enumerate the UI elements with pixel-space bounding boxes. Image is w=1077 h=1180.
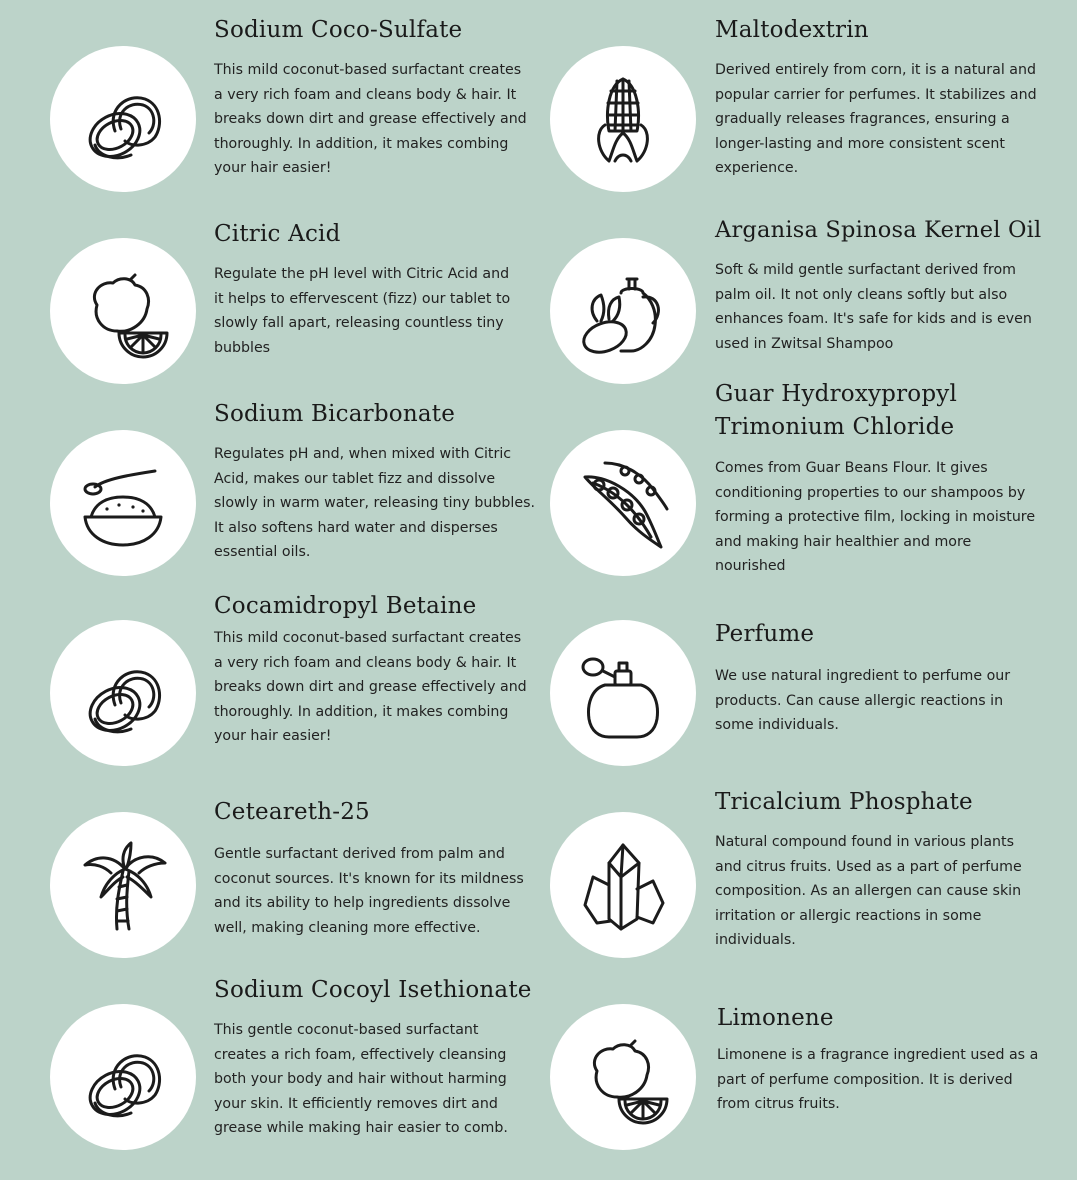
corn-icon [575, 71, 671, 167]
ingredient-description: This gentle coconut-based surfactant creates a rich foam, effectively cleansing both your body and hair without harming your skin. It efficiently removes dirt and grease while making hair easier to comb. [214, 1022, 508, 1137]
ingredient-description: Soft & mild gentle surfactant derived from palm oil. It not only cleans softly but also enhances foam. It's safe for kids and is even used in Zwitsal Shampoo [715, 262, 1032, 352]
ingredient-description: We use natural ingredient to perfume our products. Can cause allergic reactions in some individuals. [715, 668, 1011, 734]
coconut-icon [75, 1029, 171, 1125]
ingredient-title: Ceteareth-25 [214, 799, 370, 825]
ingredient-description: Regulate the pH level with Citric Acid and it helps to effervescent (fizz) our tablet to slowly fall apart, releasing countless tiny bubbles [214, 266, 511, 356]
coconut-icon [75, 71, 171, 167]
ingredient-description: Derived entirely from corn, it is a natural and popular carrier for perfumes. It stabilizes and gradually releases fragrances, ensuring a longer-lasting and more consistent scent experience. [715, 62, 1037, 177]
ingredient-description: Gentle surfactant derived from palm and coconut sources. It's known for its mildness and its ability to help ingredients dissolve well, making cleaning more effective. [214, 846, 524, 936]
perfume-bottle-icon [575, 645, 671, 741]
ingredient-description: Comes from Guar Beans Flour. It gives conditioning properties to our shampoos by forming a protective film, locking in moisture and making hair healthier and more nourished [715, 460, 1036, 575]
ingredient-title: Sodium Coco-Sulfate [214, 17, 463, 43]
ingredient-title: Limonene [717, 1005, 834, 1031]
lemon-icon [75, 263, 171, 359]
ingredient-title: Arganisa Spinosa Kernel Oil [715, 217, 1042, 243]
ingredient-description: This mild coconut-based surfactant creates a very rich foam and cleans body & hair. It breaks down dirt and grease effectively and thoroughly. In addition, it makes combing your hair easier! [214, 630, 527, 745]
ingredient-description: Regulates pH and, when mixed with Citric Acid, makes our tablet fizz and dissolve slowly in warm water, releasing tiny bubbles. It also softens hard water and disperses essential oils. [214, 446, 535, 561]
coconut-icon [75, 645, 171, 741]
ingredient-title: Maltodextrin [715, 17, 869, 43]
ingredient-description: Limonene is a fragrance ingredient used as a part of perfume composition. It is derived from citrus fruits. [717, 1047, 1039, 1113]
oil-jug-icon [575, 263, 671, 359]
lemon-icon [575, 1029, 671, 1125]
powder-bowl-icon [75, 455, 171, 551]
ingredient-description: This mild coconut-based surfactant creates a very rich foam and cleans body & hair. It breaks down dirt and grease effectively and thoroughly. In addition, it makes combing your hair easier! [214, 62, 527, 177]
ingredient-description: Natural compound found in various plants and citrus fruits. Used as a part of perfume composition. As an allergen can cause skin irritation or allergic reactions in some individuals. [715, 834, 1022, 949]
bean-pod-icon [575, 455, 671, 551]
ingredient-title: Sodium Cocoyl Isethionate [214, 977, 532, 1003]
ingredient-title: Perfume [715, 621, 815, 647]
ingredient-title: Citric Acid [214, 221, 341, 247]
palm-tree-icon [75, 837, 171, 933]
ingredient-title: Sodium Bicarbonate [214, 401, 456, 427]
ingredient-title: Cocamidropyl Betaine [214, 593, 477, 619]
crystal-icon [575, 837, 671, 933]
ingredient-title: Tricalcium Phosphate [715, 789, 973, 815]
ingredient-title: Guar Hydroxypropyl Trimonium Chloride [715, 381, 958, 440]
